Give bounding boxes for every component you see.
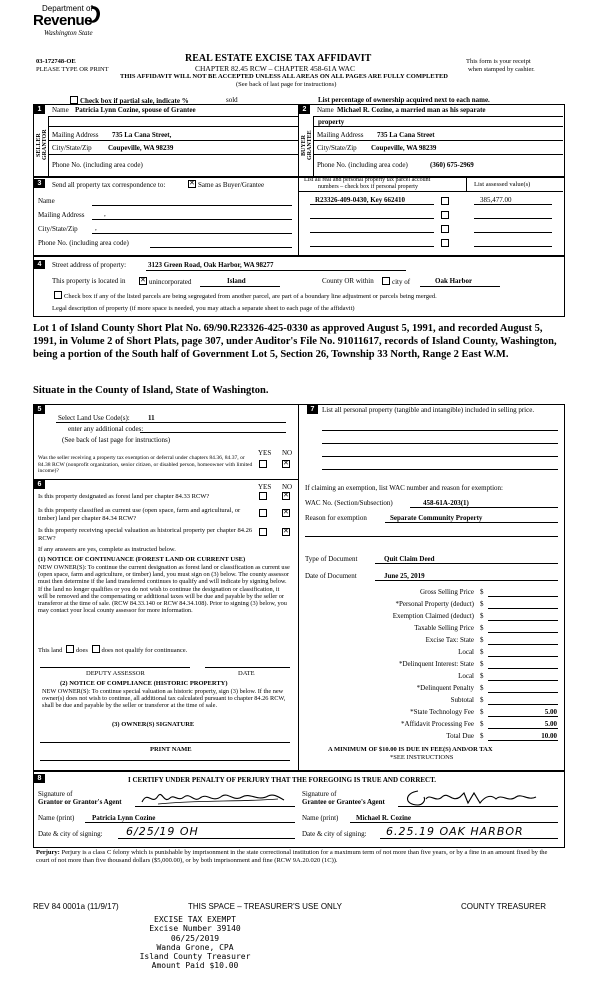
certify-statement: I CERTIFY UNDER PENALTY OF PERJURY THAT THE FOREGOING IS TRUE AND CORRECT. — [128, 776, 437, 784]
forest-yes-checkbox[interactable] — [257, 492, 269, 501]
section-2-number: 2 — [299, 105, 310, 114]
sold-label: sold — [226, 96, 238, 104]
continuance-title: (1) NOTICE OF CONTINUANCE (FOREST LAND OR CURRENT USE) — [38, 556, 246, 563]
fee-field[interactable] — [488, 692, 558, 693]
grantor-date-city[interactable]: 6/25/19 OH — [126, 825, 199, 838]
section-8-number: 8 — [34, 774, 45, 783]
fee-currency: $ — [480, 600, 484, 608]
unincorporated-option[interactable]: ✕ unincorporated — [137, 277, 191, 286]
additional-codes-field[interactable] — [140, 432, 286, 433]
seller-city[interactable]: Coupeville, WA 98239 — [108, 144, 174, 152]
perjury-text: Perjury is a class C felony which is punishable by imprisonment in the state correctional institution for a maximum term of not more than five years, or by a fine in an amount fixed by the court of not more than five thousand dollars ($5,000.00), or by both imprisonment and fine (RCW 9A.20.020 (1C)). — [36, 849, 548, 864]
list-percentage-note: List percentage of ownership acquired next to each name. — [318, 96, 490, 104]
fee-value: 5.00 — [544, 708, 557, 716]
form-title: REAL ESTATE EXCISE TAX AFFIDAVIT — [185, 53, 372, 64]
fee-currency: $ — [480, 588, 484, 596]
personal-property-checkbox[interactable] — [439, 225, 451, 234]
qualify-row: This land does does not qualify for continuance. — [38, 647, 188, 654]
grantee-date-label: Date & city of signing: — [302, 830, 367, 838]
assessed-header: List assessed value(s) — [474, 181, 531, 188]
segregated-checkbox[interactable] — [54, 291, 62, 299]
fee-field[interactable] — [488, 620, 558, 621]
city-of-option[interactable]: city of — [380, 277, 410, 286]
fee-field[interactable] — [488, 716, 558, 717]
personal-property-checkbox[interactable] — [439, 239, 451, 248]
personal-property-checkbox[interactable] — [439, 197, 451, 206]
land-use-see-back: (See back of last page for instructions) — [62, 436, 171, 444]
section-3-number: 3 — [34, 179, 45, 188]
continuance-text: NEW OWNER(S): To continue the current designation as forest land or classification as current use (open space, farm and agriculture, or timber) land, you must sign on (3) below. The county assessor must then determine if the land transferred continues to qualify and will indicate by signing below. If the land no longer qualifies or you do not wish to continue the designation or classification, it will be removed and the compensating or additional taxes will be due and payable by the seller or transferor at the time of sale. (RCW 84.33.140 or RCW 84.34.108). Prior to signing (3) below, you may contact your local county assessor for more information. — [38, 564, 290, 615]
fee-field[interactable] — [488, 608, 558, 609]
fee-currency: $ — [480, 684, 484, 692]
fee-currency: $ — [480, 648, 484, 656]
grantee-print-name[interactable]: Michael R. Cozine — [356, 814, 412, 822]
fee-field[interactable] — [488, 656, 558, 657]
current-use-yes-checkbox[interactable] — [257, 509, 269, 518]
parcel-number[interactable]: R23326-409-0430, Key 662410 — [315, 196, 406, 204]
fee-label: *Affidavit Processing Fee — [401, 720, 474, 728]
current-use-no-checkbox[interactable] — [280, 509, 292, 518]
if-yes-instruction: If any answers are yes, complete as instructed below. — [38, 546, 176, 553]
stamp-line-5: Island County Treasurer — [139, 952, 251, 962]
forest-land-question: Is this property designated as forest land per chapter 84.33 RCW? — [38, 493, 210, 500]
doc-type-label: Type of Document — [305, 555, 358, 563]
city-name[interactable]: Oak Harbor — [435, 277, 473, 285]
land-use-label: Select Land Use Code(s): — [58, 414, 130, 422]
grantor-print-name[interactable]: Patricia Lynn Cozine — [92, 814, 156, 822]
assessor-date-line[interactable] — [205, 667, 290, 668]
county-or-within-label: County OR within — [322, 277, 374, 285]
fee-field[interactable] — [488, 668, 558, 669]
wac-label: WAC No. (Section/Subsection) — [305, 499, 393, 507]
fee-field[interactable] — [488, 596, 558, 597]
corr-city-field[interactable] — [92, 233, 292, 234]
deputy-assessor-label: DEPUTY ASSESSOR — [86, 670, 145, 677]
treasurer-use-note: THIS SPACE – TREASURER'S USE ONLY — [188, 902, 343, 911]
segregated-option[interactable]: Check box if any of the listed parcels are being segregated from another parcel, are part of a boundary line adjustment or parcels being merged. — [52, 291, 437, 300]
corr-name-field[interactable] — [92, 205, 292, 206]
owner-signature-line[interactable] — [40, 742, 290, 743]
document-date[interactable]: June 25, 2019 — [384, 572, 425, 580]
buyer-city[interactable]: Coupeville, WA 98239 — [371, 144, 437, 152]
s6-yes-header: YES — [258, 483, 272, 491]
street-address[interactable]: 3123 Green Road, Oak Harbor, WA 98277 — [148, 261, 274, 269]
exemption-no-checkbox[interactable] — [280, 460, 292, 469]
doc-date-label: Date of Document — [305, 572, 357, 580]
fee-field[interactable] — [488, 704, 558, 705]
grantee-sig-of: Signature of — [302, 790, 337, 798]
print-name-label: PRINT NAME — [150, 746, 192, 753]
corr-mail-comma: , — [104, 210, 106, 218]
corr-phone-label: Phone No. (including area code) — [38, 239, 129, 247]
seller-city-label: City/State/Zip — [52, 144, 92, 152]
fee-label: Local — [458, 672, 474, 680]
fee-label: *State Technology Fee — [410, 708, 474, 716]
fee-label: Excise Tax: State — [425, 636, 474, 644]
grantee-signature — [400, 787, 550, 809]
fee-currency: $ — [480, 624, 484, 632]
section-7-number: 7 — [307, 405, 318, 414]
form-chapter: CHAPTER 82.45 RCW – CHAPTER 458-61A WAC — [195, 64, 355, 73]
grantor-name-label: Name (print) — [38, 814, 75, 822]
fee-currency: $ — [480, 720, 484, 728]
fee-field[interactable] — [488, 644, 558, 645]
exemption-reason[interactable]: Separate Community Property — [390, 514, 483, 522]
seller-mail-label: Mailing Address — [52, 131, 99, 139]
s6-no-header: NO — [282, 483, 293, 491]
receipt-note-1: This form is your receipt — [466, 58, 531, 65]
fee-label: Taxable Selling Price — [414, 624, 474, 632]
section-6-number: 6 — [34, 480, 45, 489]
fee-label: Total Due — [446, 732, 474, 740]
s5-yes-header: YES — [258, 449, 272, 457]
stamp-line-2: Excise Number 39140 — [149, 924, 241, 934]
fee-currency: $ — [480, 612, 484, 620]
grantor-sig-of: Signature of — [38, 790, 73, 798]
forest-no-checkbox[interactable] — [280, 492, 292, 501]
fee-field[interactable] — [488, 632, 558, 633]
buyer-mail-label: Mailing Address — [317, 131, 364, 139]
seller-name-label: Name — [52, 106, 69, 114]
owner-signature-label: (3) OWNER(S) SIGNATURE — [112, 721, 195, 728]
county-name[interactable]: Island — [227, 277, 246, 285]
buyer-mail[interactable]: 735 La Cana Street — [377, 131, 435, 139]
grantee-agent-label: Grantee or Grantee's Agent — [302, 798, 385, 806]
fee-label: *Delinquent Interest: State — [398, 660, 474, 668]
buyer-phone[interactable]: (360) 675-2969 — [430, 161, 474, 169]
perjury-statement — [36, 849, 562, 865]
historic-title: (2) NOTICE OF COMPLIANCE (HISTORIC PROPERTY) — [60, 680, 228, 687]
personal-property-checkbox[interactable] — [439, 211, 451, 220]
fee-label: *Personal Property (deduct) — [395, 600, 474, 608]
perjury-label: Perjury: — [36, 849, 60, 856]
logo-dept-line: Department of — [42, 4, 93, 13]
fee-currency: $ — [480, 660, 484, 668]
located-label: This property is located in — [52, 277, 126, 285]
street-label: Street address of property: — [52, 261, 127, 269]
parcel-header-2: numbers – check box if personal property — [318, 184, 418, 190]
corr-name-label: Name — [38, 197, 55, 205]
legal-description-label: Legal description of property (if more space is needed, you may attach a separate sheet to each page of the affidavit) — [52, 305, 355, 312]
fee-label: Gross Selling Price — [419, 588, 474, 596]
section-4-number: 4 — [34, 260, 45, 269]
historic-question: Is this property receiving special valuation as historical property per chapter 84.26 RCW? — [38, 527, 253, 542]
same-as-buyer-checkbox[interactable] — [188, 180, 196, 188]
assessed-value[interactable]: 385,477.00 — [480, 196, 512, 204]
wac-number[interactable]: 458-61A-203(1) — [423, 499, 469, 507]
buyer-side-label: BUYER GRANTEE — [301, 130, 313, 160]
exemption-question: Was the seller receiving a property tax exemption or deferral under chapters 84.36, 84.37, or 84.38 RCW (nonprofit organization, senior citizen, or disabled person, homeowner with limited income)? — [38, 455, 253, 475]
logo-revenue: Revenue — [33, 12, 93, 29]
fee-field[interactable] — [488, 728, 558, 729]
land-does-not-checkbox[interactable] — [92, 645, 100, 653]
fee-currency: $ — [480, 708, 484, 716]
corr-phone-field[interactable] — [150, 247, 292, 248]
deputy-assessor-line[interactable] — [40, 667, 190, 668]
s5-no-header: NO — [282, 449, 293, 457]
section-1-number: 1 — [34, 105, 45, 114]
fee-label: Subtotal — [450, 696, 474, 704]
seller-name[interactable]: Patricia Lynn Cozine, spouse of Grantee — [75, 106, 196, 114]
stamp-line-6: Amount Paid $10.00 — [151, 961, 239, 971]
partial-sale-row: Check box if partial sale, indicate % — [68, 96, 189, 105]
seller-mail[interactable]: 735 La Cana Street, — [112, 131, 172, 139]
corr-mail-field[interactable] — [92, 219, 292, 220]
document-type[interactable]: Quit Claim Deed — [384, 555, 435, 563]
fee-label: *Delinquent Penalty — [416, 684, 474, 692]
see-instructions-note: *SEE INSTRUCTIONS — [390, 754, 454, 761]
fee-field[interactable] — [488, 680, 558, 681]
buyer-name-line-1[interactable]: Michael R. Cozine, a married man as his separate — [337, 106, 486, 114]
fee-field[interactable] — [488, 740, 558, 741]
personal-property-list-label: List all personal property (tangible and intangible) included in selling price. — [322, 406, 535, 414]
fee-value: 10.00 — [541, 732, 557, 740]
situate-statement: Situate in the County of Island, State of Washington. — [33, 385, 269, 396]
stamp-line-3: 06/25/2019 — [170, 933, 220, 943]
historic-text: NEW OWNER(S): To continue special valuation as historic property, sign (3) below. If the new owner(s) does not wish to continue, all additional tax calculated pursuant to chapter 84.26 RCW, shall be due and payable by the seller or transferor at the time of sale. — [42, 688, 286, 710]
seller-side-label: SELLER GRANTOR — [36, 129, 48, 161]
send-correspondence-label: Send all property tax correspondence to: — [52, 181, 166, 189]
logo-swoosh-icon — [82, 4, 102, 26]
seller-phone-label: Phone No. (including area code) — [52, 161, 143, 169]
land-does-checkbox[interactable] — [66, 645, 74, 653]
section-5-number: 5 — [34, 405, 45, 414]
historic-no-checkbox[interactable] — [280, 528, 292, 537]
reason-label: Reason for exemption — [305, 514, 367, 522]
print-note: PLEASE TYPE OR PRINT — [36, 66, 109, 73]
form-warning: THIS AFFIDAVIT WILL NOT BE ACCEPTED UNLESS ALL AREAS ON ALL PAGES ARE FULLY COMPLETED — [120, 73, 448, 80]
buyer-name-line-2[interactable]: property — [318, 118, 345, 126]
grantor-agent-label: Grantor or Grantor's Agent — [38, 798, 122, 806]
date-label: DATE — [238, 670, 255, 677]
rev-number: REV 84 0001a (11/9/17) — [33, 902, 119, 911]
buyer-name-label: Name — [317, 106, 334, 114]
exemption-yes-checkbox[interactable] — [257, 460, 269, 469]
fee-currency: $ — [480, 696, 484, 704]
corr-mail-label: Mailing Address — [38, 211, 85, 219]
current-use-question: Is this property classified as current use (open space, farm and agricultural, or timber) land per chapter 84.34 RCW? — [38, 507, 241, 522]
land-use-code[interactable]: 11 — [148, 414, 155, 422]
buyer-phone-label: Phone No. (including area code) — [317, 161, 408, 169]
logo-state: Washington State — [44, 29, 93, 37]
buyer-city-label: City/State/Zip — [317, 144, 357, 152]
fee-currency: $ — [480, 636, 484, 644]
corr-city-label: City/State/Zip — [38, 225, 78, 233]
grantee-name-label: Name (print) — [302, 814, 339, 822]
grantor-date-label: Date & city of signing: — [38, 830, 103, 838]
fee-label: Exemption Claimed (deduct) — [392, 612, 474, 620]
city-of-checkbox[interactable] — [382, 277, 390, 285]
exemption-claim-label: If claiming an exemption, list WAC number and reason for exemption: — [305, 484, 503, 492]
fee-currency: $ — [480, 672, 484, 680]
same-as-buyer-option[interactable]: ✕ Same as Buyer/Grantee — [186, 180, 264, 189]
stamp-line-1: EXCISE TAX EXEMPT — [154, 915, 236, 924]
see-back-note: (See back of last page for instructions) — [236, 81, 337, 88]
grantor-signature — [138, 788, 288, 808]
parcel-header-1: List all real and personal property tax parcel account — [304, 177, 431, 183]
fee-currency: $ — [480, 732, 484, 740]
receipt-note-2: when stamped by cashier. — [468, 66, 535, 73]
fee-value: 5.00 — [544, 720, 557, 728]
corr-city-comma: , — [95, 224, 97, 232]
treasurer-stamp — [120, 915, 270, 971]
print-name-line[interactable] — [40, 760, 290, 761]
grantee-date-city[interactable]: 6.25.19 OAK HARBOR — [386, 825, 524, 838]
legal-description: Lot 1 of Island County Short Plat No. 69/90.R23326-425-0330 as approved August 5, 1991, and recorded August 5, 1991, in Volume 2 of Short Plats, page 307, under Auditor's File No. 91011617, records of Island County, Washington, being a portion of the South half of Government Lot 5, Section 26, Township 33 North, Range 2 East W.M. — [33, 323, 557, 360]
historic-yes-checkbox[interactable] — [257, 528, 269, 537]
stamp-line-4: Wanda Grone, CPA — [156, 942, 234, 952]
county-treasurer-label: COUNTY TREASURER — [461, 902, 547, 911]
form-code: 03-172748-OE — [36, 58, 76, 65]
partial-sale-checkbox[interactable] — [70, 96, 78, 104]
additional-codes-label: enter any additional codes: — [68, 425, 144, 433]
minimum-due-note: A MINIMUM OF $10.00 IS DUE IN FEE(S) AND/OR TAX — [328, 746, 493, 753]
fee-label: Local — [458, 648, 474, 656]
unincorporated-checkbox[interactable] — [139, 277, 147, 285]
